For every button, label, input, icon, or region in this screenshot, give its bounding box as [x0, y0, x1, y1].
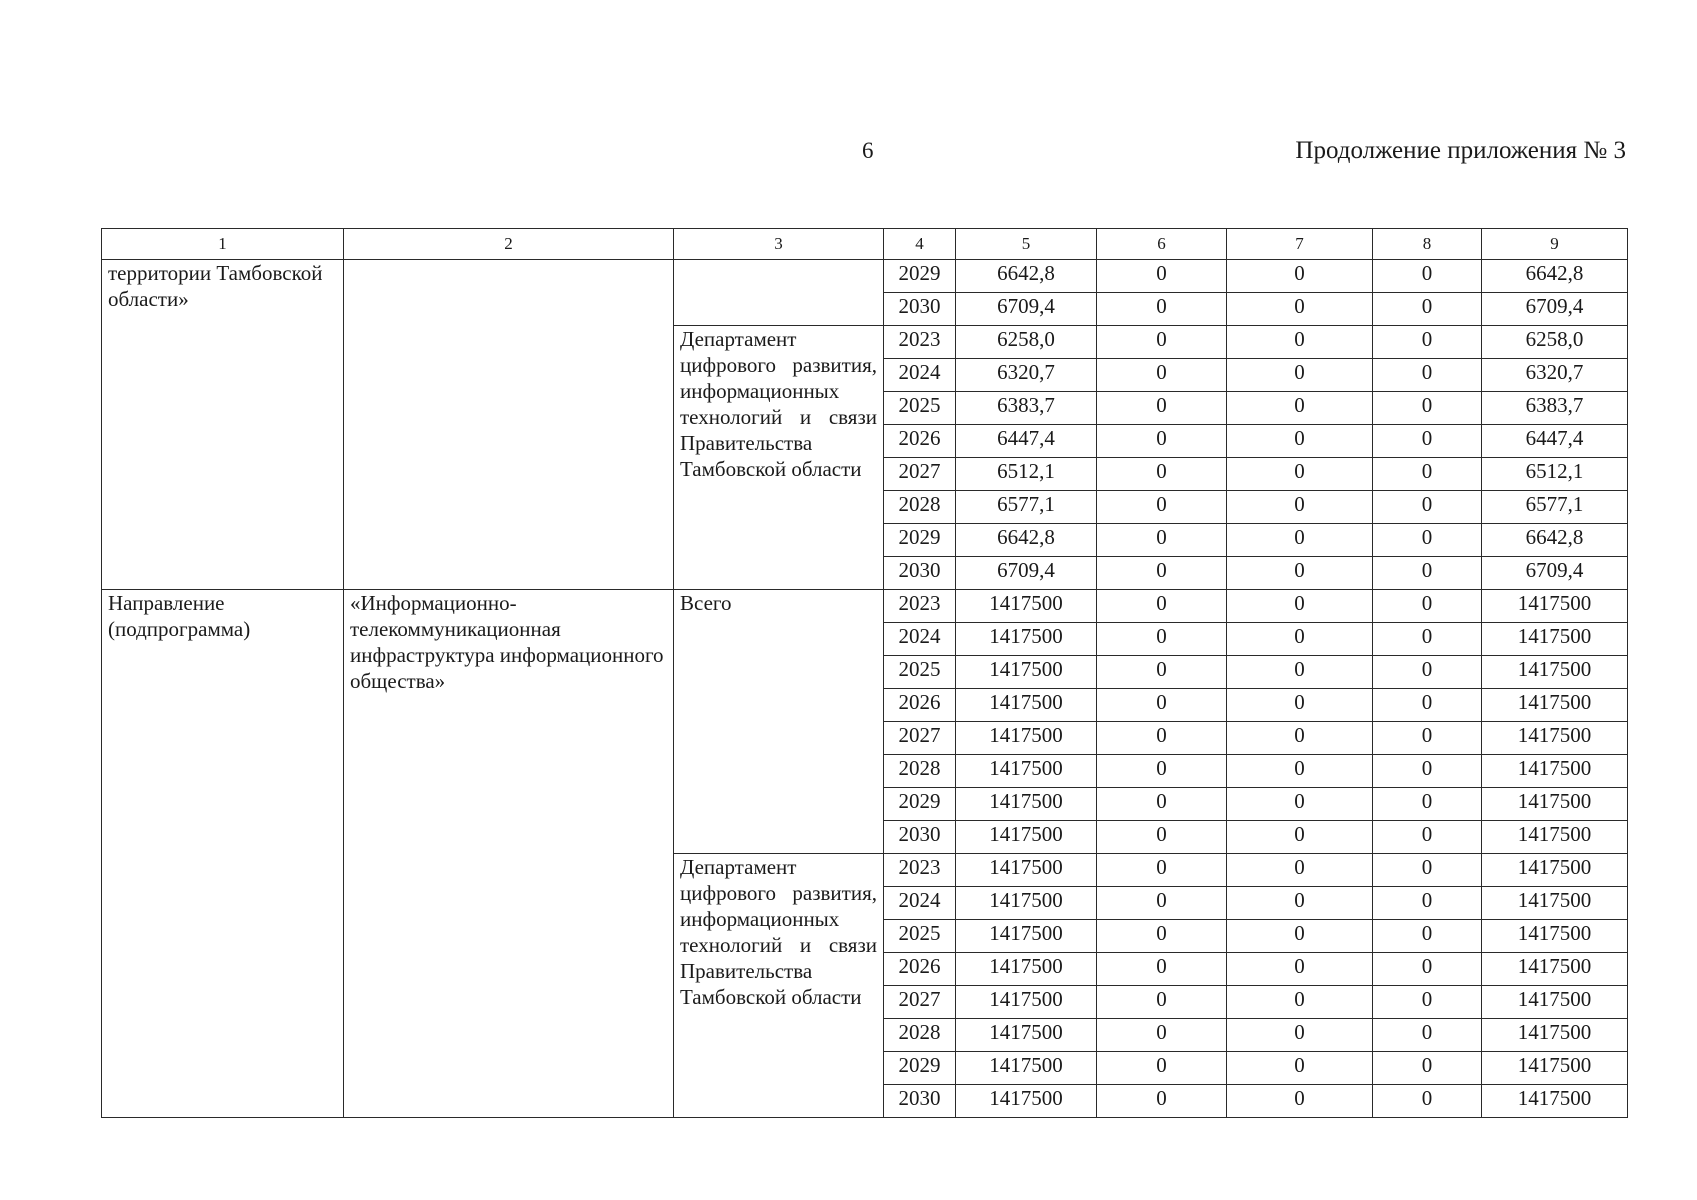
value-cell: 0	[1227, 359, 1373, 392]
amount-cell: 6642,8	[956, 260, 1097, 293]
value-cell: 0	[1097, 953, 1227, 986]
appendix-note: Продолжение приложения № 3	[1295, 137, 1626, 164]
column-header: 5	[956, 229, 1097, 260]
value-cell: 0	[1373, 953, 1482, 986]
total-cell: 1417500	[1482, 656, 1628, 689]
year-cell: 2023	[884, 590, 956, 623]
total-cell: 6383,7	[1482, 392, 1628, 425]
value-cell: 0	[1373, 293, 1482, 326]
value-cell: 0	[1227, 1085, 1373, 1118]
total-cell: 1417500	[1482, 953, 1628, 986]
amount-cell: 6577,1	[956, 491, 1097, 524]
value-cell: 0	[1373, 656, 1482, 689]
year-cell: 2025	[884, 920, 956, 953]
value-cell: 0	[1373, 458, 1482, 491]
column-header: 6	[1097, 229, 1227, 260]
amount-cell: 1417500	[956, 788, 1097, 821]
value-cell: 0	[1227, 458, 1373, 491]
value-cell: 0	[1373, 821, 1482, 854]
value-cell: 0	[1227, 887, 1373, 920]
value-cell: 0	[1373, 920, 1482, 953]
value-cell: 0	[1227, 293, 1373, 326]
amount-cell: 6512,1	[956, 458, 1097, 491]
value-cell: 0	[1097, 1085, 1227, 1118]
funding-table	[101, 228, 1628, 1118]
amount-cell: 1417500	[956, 854, 1097, 887]
value-cell: 0	[1227, 821, 1373, 854]
value-cell: 0	[1097, 689, 1227, 722]
value-cell: 0	[1373, 557, 1482, 590]
amount-cell: 1417500	[956, 920, 1097, 953]
amount-cell: 1417500	[956, 722, 1097, 755]
program-name-cell	[344, 260, 674, 590]
total-cell: 6447,4	[1482, 425, 1628, 458]
value-cell: 0	[1373, 887, 1482, 920]
value-cell: 0	[1227, 557, 1373, 590]
executor-cell: Всего	[674, 590, 884, 854]
year-cell: 2026	[884, 425, 956, 458]
year-cell: 2028	[884, 755, 956, 788]
year-cell: 2030	[884, 821, 956, 854]
total-cell: 6642,8	[1482, 524, 1628, 557]
total-cell: 1417500	[1482, 689, 1628, 722]
total-cell: 1417500	[1482, 788, 1628, 821]
value-cell: 0	[1227, 689, 1373, 722]
year-cell: 2030	[884, 1085, 956, 1118]
amount-cell: 1417500	[956, 656, 1097, 689]
value-cell: 0	[1097, 986, 1227, 1019]
value-cell: 0	[1227, 722, 1373, 755]
value-cell: 0	[1097, 722, 1227, 755]
value-cell: 0	[1227, 491, 1373, 524]
total-cell: 1417500	[1482, 887, 1628, 920]
value-cell: 0	[1097, 491, 1227, 524]
value-cell: 0	[1227, 425, 1373, 458]
value-cell: 0	[1227, 986, 1373, 1019]
value-cell: 0	[1373, 359, 1482, 392]
value-cell: 0	[1097, 920, 1227, 953]
value-cell: 0	[1097, 359, 1227, 392]
year-cell: 2029	[884, 1052, 956, 1085]
value-cell: 0	[1373, 854, 1482, 887]
total-cell: 6512,1	[1482, 458, 1628, 491]
value-cell: 0	[1373, 1085, 1482, 1118]
value-cell: 0	[1227, 656, 1373, 689]
amount-cell: 6642,8	[956, 524, 1097, 557]
year-cell: 2024	[884, 359, 956, 392]
total-cell: 1417500	[1482, 1085, 1628, 1118]
year-cell: 2029	[884, 788, 956, 821]
value-cell: 0	[1097, 293, 1227, 326]
total-cell: 1417500	[1482, 821, 1628, 854]
value-cell: 0	[1227, 392, 1373, 425]
value-cell: 0	[1097, 590, 1227, 623]
year-cell: 2029	[884, 260, 956, 293]
value-cell: 0	[1373, 755, 1482, 788]
value-cell: 0	[1373, 425, 1482, 458]
value-cell: 0	[1097, 524, 1227, 557]
value-cell: 0	[1097, 458, 1227, 491]
value-cell: 0	[1373, 524, 1482, 557]
value-cell: 0	[1227, 524, 1373, 557]
direction-name-cell: территории Тамбовской области»	[102, 260, 344, 590]
column-header-row	[102, 229, 1628, 260]
value-cell: 0	[1373, 623, 1482, 656]
value-cell: 0	[1227, 920, 1373, 953]
value-cell: 0	[1227, 1019, 1373, 1052]
value-cell: 0	[1373, 1019, 1482, 1052]
year-cell: 2023	[884, 854, 956, 887]
executor-cell: Департамент цифрового развития, информационных технологий и связи Правительства Тамбовской области	[674, 326, 884, 590]
value-cell: 0	[1227, 326, 1373, 359]
amount-cell: 1417500	[956, 590, 1097, 623]
value-cell: 0	[1227, 260, 1373, 293]
amount-cell: 6709,4	[956, 293, 1097, 326]
amount-cell: 1417500	[956, 1052, 1097, 1085]
table-row	[102, 590, 1628, 623]
value-cell: 0	[1097, 557, 1227, 590]
total-cell: 6577,1	[1482, 491, 1628, 524]
value-cell: 0	[1373, 326, 1482, 359]
total-cell: 1417500	[1482, 854, 1628, 887]
value-cell: 0	[1097, 1052, 1227, 1085]
column-header: 1	[102, 229, 344, 260]
amount-cell: 1417500	[956, 887, 1097, 920]
total-cell: 1417500	[1482, 920, 1628, 953]
column-header: 2	[344, 229, 674, 260]
value-cell: 0	[1097, 392, 1227, 425]
value-cell: 0	[1227, 1052, 1373, 1085]
year-cell: 2026	[884, 689, 956, 722]
value-cell: 0	[1097, 656, 1227, 689]
total-cell: 6709,4	[1482, 557, 1628, 590]
amount-cell: 1417500	[956, 755, 1097, 788]
year-cell: 2028	[884, 491, 956, 524]
value-cell: 0	[1373, 986, 1482, 1019]
value-cell: 0	[1373, 689, 1482, 722]
year-cell: 2027	[884, 722, 956, 755]
total-cell: 6258,0	[1482, 326, 1628, 359]
amount-cell: 1417500	[956, 623, 1097, 656]
executor-cell: Департамент цифрового развития, информационных технологий и связи Правительства Тамбовской области	[674, 854, 884, 1118]
column-header: 9	[1482, 229, 1628, 260]
amount-cell: 6383,7	[956, 392, 1097, 425]
value-cell: 0	[1227, 623, 1373, 656]
value-cell: 0	[1373, 722, 1482, 755]
amount-cell: 1417500	[956, 1019, 1097, 1052]
value-cell: 0	[1097, 788, 1227, 821]
value-cell: 0	[1227, 590, 1373, 623]
value-cell: 0	[1373, 260, 1482, 293]
amount-cell: 1417500	[956, 821, 1097, 854]
total-cell: 1417500	[1482, 1052, 1628, 1085]
value-cell: 0	[1097, 326, 1227, 359]
year-cell: 2024	[884, 623, 956, 656]
amount-cell: 1417500	[956, 986, 1097, 1019]
table-body	[102, 260, 1628, 1118]
value-cell: 0	[1227, 755, 1373, 788]
value-cell: 0	[1097, 755, 1227, 788]
total-cell: 6642,8	[1482, 260, 1628, 293]
value-cell: 0	[1097, 821, 1227, 854]
column-header: 8	[1373, 229, 1482, 260]
amount-cell: 1417500	[956, 689, 1097, 722]
amount-cell: 6320,7	[956, 359, 1097, 392]
total-cell: 1417500	[1482, 986, 1628, 1019]
amount-cell: 6447,4	[956, 425, 1097, 458]
year-cell: 2027	[884, 986, 956, 1019]
value-cell: 0	[1097, 887, 1227, 920]
column-header: 7	[1227, 229, 1373, 260]
value-cell: 0	[1373, 491, 1482, 524]
value-cell: 0	[1373, 590, 1482, 623]
total-cell: 1417500	[1482, 1019, 1628, 1052]
year-cell: 2023	[884, 326, 956, 359]
value-cell: 0	[1097, 623, 1227, 656]
value-cell: 0	[1227, 854, 1373, 887]
value-cell: 0	[1097, 854, 1227, 887]
total-cell: 1417500	[1482, 755, 1628, 788]
total-cell: 1417500	[1482, 623, 1628, 656]
direction-name-cell: Направление (подпрограмма)	[102, 590, 344, 1118]
amount-cell: 6258,0	[956, 326, 1097, 359]
program-name-cell: «Информационно-телекоммуникационная инфраструктура информационного общества»	[344, 590, 674, 1118]
amount-cell: 1417500	[956, 953, 1097, 986]
value-cell: 0	[1097, 425, 1227, 458]
year-cell: 2029	[884, 524, 956, 557]
total-cell: 6709,4	[1482, 293, 1628, 326]
column-header: 4	[884, 229, 956, 260]
executor-cell	[674, 260, 884, 326]
year-cell: 2028	[884, 1019, 956, 1052]
amount-cell: 6709,4	[956, 557, 1097, 590]
amount-cell: 1417500	[956, 1085, 1097, 1118]
year-cell: 2030	[884, 557, 956, 590]
table-row	[102, 260, 1628, 293]
year-cell: 2025	[884, 392, 956, 425]
year-cell: 2030	[884, 293, 956, 326]
year-cell: 2026	[884, 953, 956, 986]
year-cell: 2024	[884, 887, 956, 920]
value-cell: 0	[1227, 788, 1373, 821]
year-cell: 2027	[884, 458, 956, 491]
total-cell: 1417500	[1482, 722, 1628, 755]
value-cell: 0	[1373, 1052, 1482, 1085]
value-cell: 0	[1373, 788, 1482, 821]
year-cell: 2025	[884, 656, 956, 689]
total-cell: 1417500	[1482, 590, 1628, 623]
value-cell: 0	[1227, 953, 1373, 986]
value-cell: 0	[1097, 1019, 1227, 1052]
total-cell: 6320,7	[1482, 359, 1628, 392]
column-header: 3	[674, 229, 884, 260]
page-number: 6	[862, 138, 874, 163]
value-cell: 0	[1373, 392, 1482, 425]
value-cell: 0	[1097, 260, 1227, 293]
